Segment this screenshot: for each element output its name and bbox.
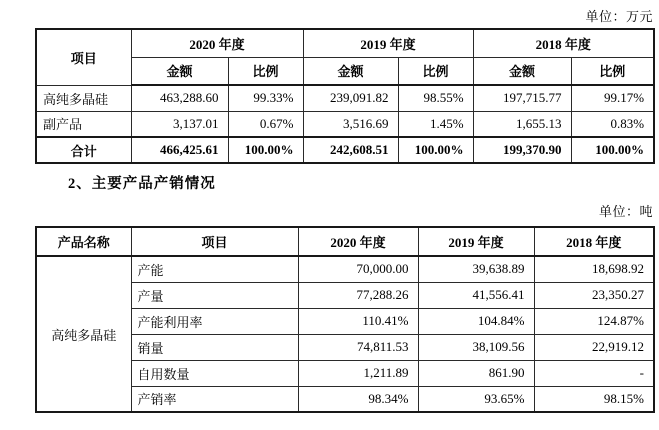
value-cell: 110.41% <box>298 308 418 334</box>
ratio-cell: 100.00% <box>571 137 654 163</box>
amount-header-cell: 金额 <box>473 57 571 85</box>
value-cell: 93.65% <box>418 386 534 412</box>
amount-cell: 199,370.90 <box>473 137 571 163</box>
ratio-header-cell: 比例 <box>398 57 473 85</box>
ratio-cell: 99.33% <box>228 85 303 111</box>
table-row-capacity <box>36 256 654 282</box>
item-cell: 产销率 <box>131 386 298 412</box>
ratio-cell: 1.45% <box>398 111 473 137</box>
unit-label-ton: 单位：吨 <box>598 204 653 219</box>
value-cell: 39,638.89 <box>418 256 534 282</box>
item-cell: 销量 <box>131 334 298 360</box>
amount-cell: 239,091.82 <box>303 85 398 111</box>
amount-header-cell: 金额 <box>303 57 398 85</box>
product-name-cell: 高纯多晶硅 <box>36 256 131 412</box>
ratio-cell: 100.00% <box>398 137 473 163</box>
amount-cell: 242,608.51 <box>303 137 398 163</box>
table-header-row <box>36 29 654 57</box>
ratio-cell: 100.00% <box>228 137 303 163</box>
value-cell: 38,109.56 <box>418 334 534 360</box>
row-label-cell: 高纯多晶硅 <box>36 85 131 111</box>
year-2020-header-cell: 2020 年度 <box>298 227 418 256</box>
table-row-byproduct <box>36 111 654 137</box>
year-2019-header-cell: 2019 年度 <box>418 227 534 256</box>
year-2020-header-cell: 2020 年度 <box>131 29 303 57</box>
year-2019-header-cell: 2019 年度 <box>303 29 473 57</box>
value-cell: 104.84% <box>418 308 534 334</box>
item-cell: 产能 <box>131 256 298 282</box>
value-cell: 41,556.41 <box>418 282 534 308</box>
table-row-total <box>36 137 654 163</box>
table-row-polysilicon <box>36 85 654 111</box>
amount-cell: 463,288.60 <box>131 85 228 111</box>
item-header-cell: 项目 <box>36 29 131 85</box>
value-cell: 77,288.26 <box>298 282 418 308</box>
item-cell: 产能利用率 <box>131 308 298 334</box>
value-cell: 18,698.92 <box>534 256 654 282</box>
table-header-row <box>36 227 654 256</box>
value-cell: 70,000.00 <box>298 256 418 282</box>
total-label-cell: 合计 <box>36 137 131 163</box>
amount-header-cell: 金额 <box>131 57 228 85</box>
item-cell: 自用数量 <box>131 360 298 386</box>
ratio-cell: 0.67% <box>228 111 303 137</box>
value-cell: 1,211.89 <box>298 360 418 386</box>
ratio-header-cell: 比例 <box>571 57 654 85</box>
ratio-cell: 99.17% <box>571 85 654 111</box>
amount-cell: 1,655.13 <box>473 111 571 137</box>
value-cell: 98.15% <box>534 386 654 412</box>
product-name-header-cell: 产品名称 <box>36 227 131 256</box>
unit-label-wanyuan: 单位：万元 <box>585 9 653 24</box>
ratio-header-cell: 比例 <box>228 57 303 85</box>
section-heading: 2、主要产品产销情况 <box>68 176 216 192</box>
value-cell: 124.87% <box>534 308 654 334</box>
value-cell: 98.34% <box>298 386 418 412</box>
production-sales-table <box>35 226 655 413</box>
year-2018-header-cell: 2018 年度 <box>473 29 654 57</box>
item-header-cell: 项目 <box>131 227 298 256</box>
row-label-cell: 副产品 <box>36 111 131 137</box>
amount-cell: 3,137.01 <box>131 111 228 137</box>
value-cell: 861.90 <box>418 360 534 386</box>
value-cell: 22,919.12 <box>534 334 654 360</box>
item-cell: 产量 <box>131 282 298 308</box>
amount-cell: 466,425.61 <box>131 137 228 163</box>
year-2018-header-cell: 2018 年度 <box>534 227 654 256</box>
value-cell: - <box>534 360 654 386</box>
amount-cell: 3,516.69 <box>303 111 398 137</box>
ratio-cell: 98.55% <box>398 85 473 111</box>
ratio-cell: 0.83% <box>571 111 654 137</box>
value-cell: 74,811.53 <box>298 334 418 360</box>
amount-cell: 197,715.77 <box>473 85 571 111</box>
value-cell: 23,350.27 <box>534 282 654 308</box>
revenue-composition-table <box>35 28 655 164</box>
